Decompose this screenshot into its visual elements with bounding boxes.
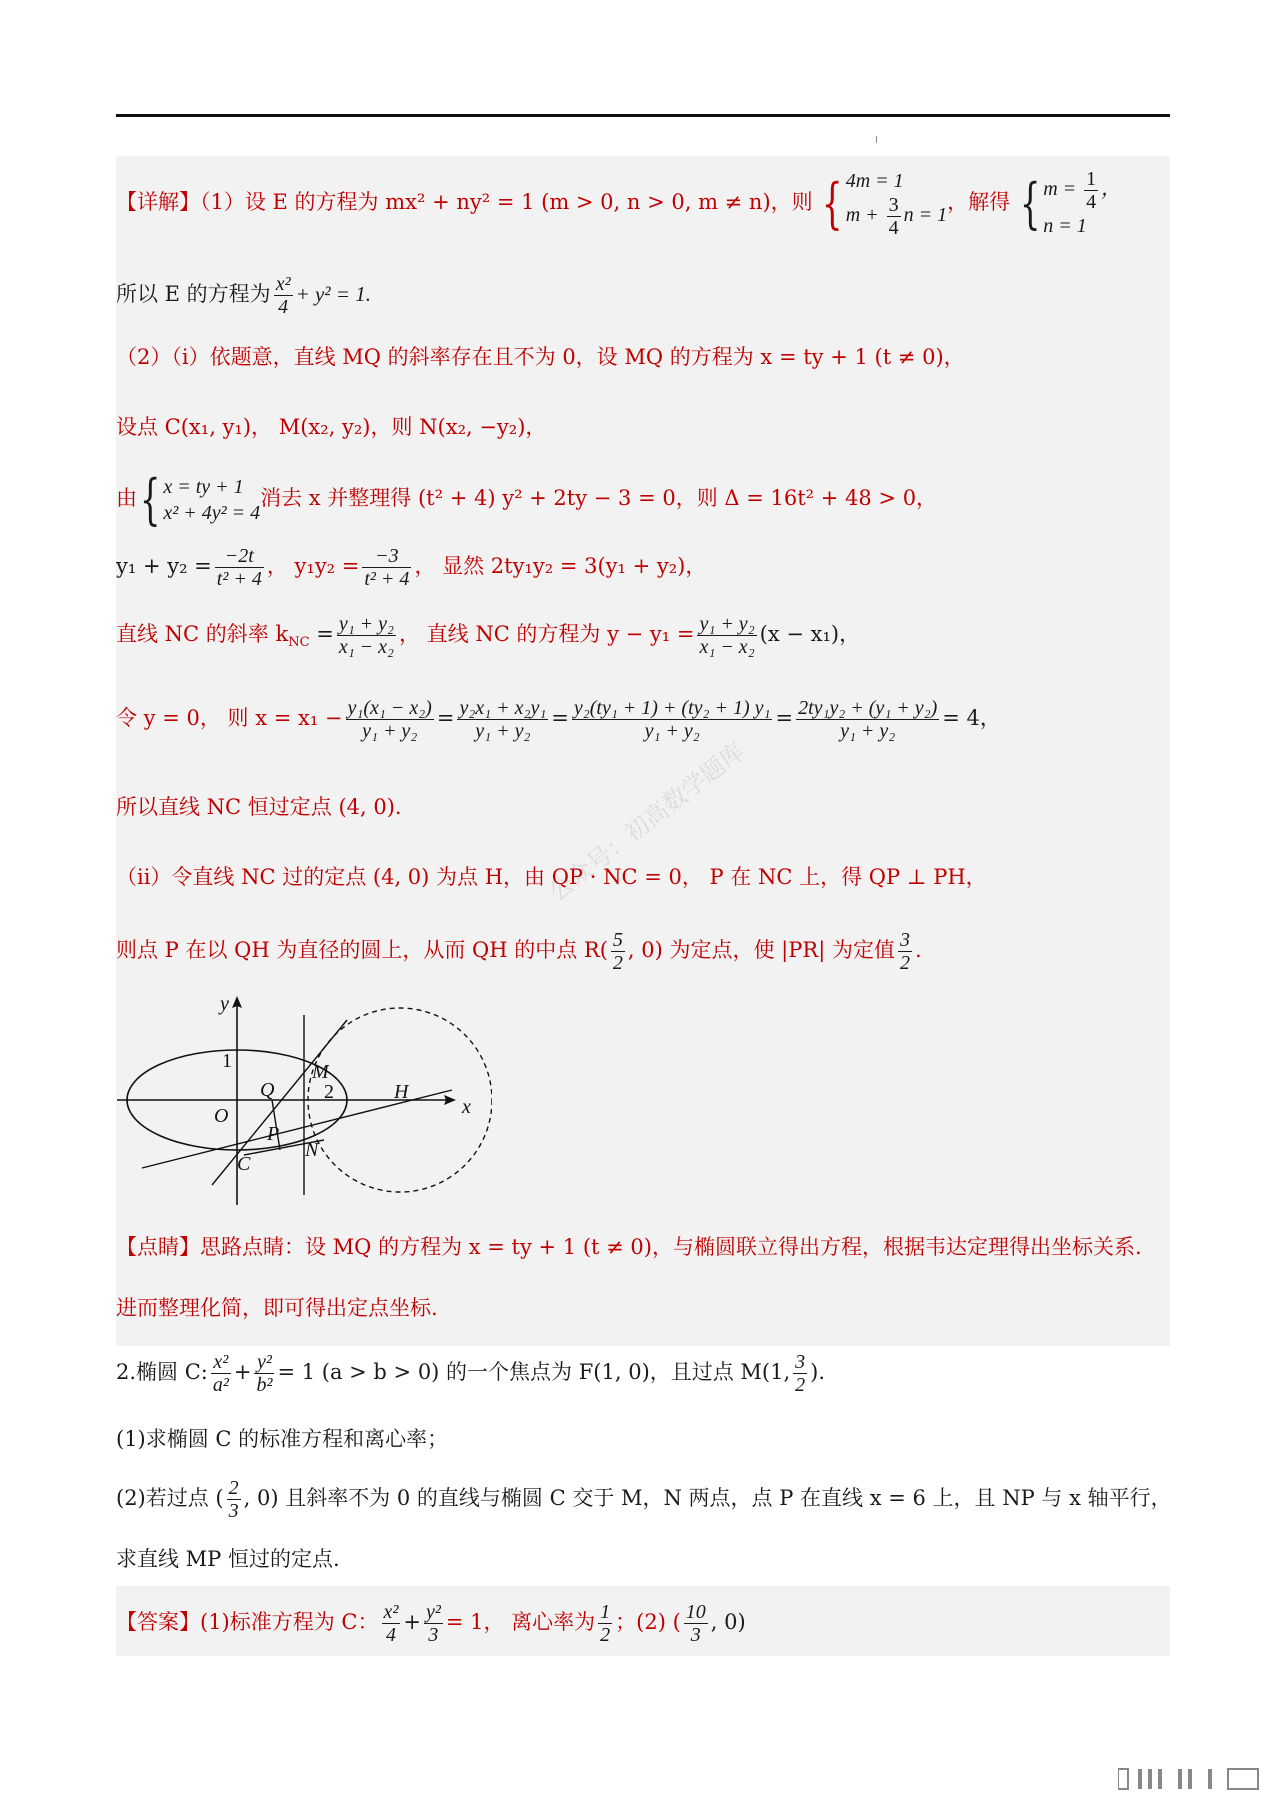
part2i-line-5: 直线 NC 的斜率 $k_{NC}$ = $\frac{\text{y₁ + y₂}}{\text{x₁ − x₂}}$ ， 直线 NC 的方程为 y − y₁ = $\frac{\text{y₁ + y₂}}{\text{x₁ − x₂}}$ (x − x₁)， [116, 613, 861, 658]
part2ii-line-2: 则点 P 在以 QH 为直径的圆上，从而 QH 的中点 R( $\frac{5}{2}$ , 0) 为定点，使 |PR| 为定值 $\frac{3}{2}$ . [116, 929, 922, 974]
part2i-line-2: 设点 C(x₁, y₁)， M(x₂, y₂)，则 N(x₂, −y₂)， [116, 415, 547, 439]
header-tick [876, 136, 877, 143]
system-3: x = ty + 1 x² + 4y² = 4 [163, 475, 261, 524]
dianjing-line-1: 【点睛】思路点睛：设 MQ 的方程为 x = ty + 1 (t ≠ 0)，与椭圆联立得出方程，根据韦达定理得出坐标关系. [116, 1235, 1142, 1259]
fraction: $\frac{\text{x²}}{4}$ [383, 1601, 399, 1646]
system-2 [1043, 168, 1121, 239]
system-brace-3: { [139, 467, 161, 531]
part1-conclusion: 所以 E 的方程为 $\frac{\text{x²}}{4}$ + y² = 1. [116, 273, 372, 318]
ornament-bar [1178, 1769, 1182, 1789]
system-1-eq-b: m + $\frac{3}{4}$ n = 1 [845, 194, 948, 239]
system-brace-2: { [1019, 171, 1041, 235]
label-n: N [305, 1139, 319, 1161]
ornament-block [1118, 1769, 1128, 1789]
problem2-stem: 2.椭圆 C: $\frac{\text{x²}}{\text{a²}}$ + $\frac{\text{y²}}{\text{b²}}$ = 1 (a > b > 0) 的一个焦点为 F(1, 0)，且过点 M(1, $\frac{3}{2}$ ). [116, 1351, 826, 1396]
label-o: O [214, 1105, 229, 1127]
part2ii-line-1: （ii）令直线 NC 过的定点 (4, 0) 为点 H，由 QP · NC = 0， P 在 NC 上，得 QP ⊥ PH， [116, 865, 987, 889]
problem2-q1: (1)求椭圆 C 的标准方程和离心率； [116, 1427, 449, 1451]
answer-tag: 【答案】 [116, 1610, 200, 1634]
label-h: H [394, 1081, 409, 1103]
fraction: $\frac{-3}{\text{t² + 4}}$ [364, 545, 410, 590]
part2i-line-6: 令 y = 0， 则 x = x₁ − $\frac{\text{y₁(x₁ − x₂)}}{\text{y₁ + y₂}}$ = $\frac{\text{y₂x₁ + x₂y₁}}{\text{y₁ + y₂}}$ = $\frac{\text{y₂(ty₁ + 1) + (ty₂ + 1) y₁}}{\text{y₁ + y₂}}$ = $\frac{\text{2ty₁y₂ + (y₁ + y₂)}}{\text{y₁ + y₂}}$ = 4， [116, 697, 1001, 742]
detail-tag: 【详解】 [116, 190, 200, 214]
ornament-block [1228, 1769, 1258, 1789]
label-one: 1 [222, 1050, 232, 1072]
fraction: $\frac{1}{2}$ [600, 1601, 611, 1646]
watermark: 公众号：初高数学题库 [543, 736, 751, 907]
label-x: x [462, 1096, 471, 1118]
label-q: Q [260, 1079, 275, 1101]
fraction: $\frac{10}{3}$ [685, 1601, 706, 1646]
fraction: $\frac{\text{y₂(ty₁ + 1) + (ty₂ + 1) y₁}}{\text{y₁ + y₂}}$ [573, 697, 771, 742]
header-rule [116, 114, 1170, 117]
fraction: $\frac{\text{y₁ + y₂}}{\text{x₁ − x₂}}$ [699, 613, 755, 658]
system-2-eq-a: m = $\frac{1}{4}$ ， [1043, 168, 1122, 213]
fraction: $\frac{-2t}{\text{t² + 4}}$ [216, 545, 262, 590]
part1-intro: （1）设 E 的方程为 mx² + ny² = 1 (m > 0, n > 0, m ≠ n)，则 [200, 190, 813, 214]
ornament-bar [1148, 1769, 1152, 1789]
footer-ornament [1118, 1765, 1268, 1793]
fraction: $\frac{\text{y₂x₁ + x₂y₁}}{\text{y₁ + y₂}}$ [459, 697, 547, 742]
ornament-bar [1188, 1769, 1192, 1789]
fraction: $\frac{\text{y₁ + y₂}}{\text{x₁ − x₂}}$ [338, 613, 394, 658]
label-p: P [267, 1123, 280, 1145]
solve-word: ，解得 [947, 190, 1011, 214]
fraction: $\frac{\text{y²}}{\text{b²}}$ [256, 1351, 273, 1396]
ornament-bar [1138, 1769, 1142, 1789]
fraction: $\frac{\text{y²}}{3}$ [425, 1601, 441, 1646]
answer-line: 【答案】(1)标准方程为 C： $\frac{\text{x²}}{4}$ + $\frac{\text{y²}}{3}$ = 1， 离心率为 $\frac{1}{2}$ ；(2) ( $\frac{10}{3}$ , 0) [116, 1601, 746, 1646]
label-c: C [237, 1153, 251, 1175]
part2i-line-3: 由{ x = ty + 1 x² + 4y² = 4 消去 x 并整理得 (t² + 4) y² + 2ty − 3 = 0，则 Δ = 16t² + 48 > 0， [116, 467, 938, 531]
fraction: $\frac{\text{x²}}{4}$ [275, 273, 291, 318]
fraction: $\frac{3}{4}$ [888, 194, 899, 239]
system-2-eq-b: n = 1 [1043, 215, 1087, 237]
part2i-line-7: 所以直线 NC 恒过定点 (4, 0). [116, 795, 402, 819]
part2i-line-4: y₁ + y₂ = $\frac{-2t}{\text{t² + 4}}$ ， y₁y₂ = $\frac{-3}{\text{t² + 4}}$ ， 显然 2ty₁y₂ = 3(y₁ + y₂)， [116, 545, 707, 590]
fraction: $\frac{\text{y₁(x₁ − x₂)}}{\text{y₁ + y₂}}$ [347, 697, 432, 742]
system-1-eq-a: 4m = 1 [845, 170, 904, 192]
label-two: 2 [324, 1081, 334, 1103]
problem2-q2-cont: 求直线 MP 恒过的定点. [116, 1547, 340, 1571]
label-y: y [220, 993, 229, 1015]
ornament-bar [1208, 1769, 1212, 1789]
fraction: $\frac{\text{x²}}{\text{a²}}$ [212, 1351, 229, 1396]
fraction: $\frac{2}{3}$ [228, 1477, 239, 1522]
fraction: $\frac{3}{2}$ [899, 929, 910, 974]
dianjing-tag: 【点睛】 [116, 1235, 200, 1259]
geometry-figure [112, 990, 492, 1215]
system-brace-1: { [822, 171, 843, 235]
fraction: $\frac{1}{4}$ [1086, 168, 1097, 213]
ornament-bar [1158, 1769, 1162, 1789]
fraction: $\frac{3}{2}$ [795, 1351, 806, 1396]
label-m: M [312, 1061, 329, 1083]
detail-line-1 [116, 162, 1121, 242]
system-1 [846, 168, 947, 239]
dianjing-line-2: 进而整理化简，即可得出定点坐标. [116, 1296, 438, 1320]
fraction: $\frac{5}{2}$ [612, 929, 623, 974]
part2i-line-1: （2）（i）依题意，直线 MQ 的斜率存在且不为 0，设 MQ 的方程为 x = ty + 1 (t ≠ 0)， [116, 345, 965, 369]
problem2-q2: (2)若过点 ( $\frac{2}{3}$ , 0) 且斜率不为 0 的直线与椭圆 C 交于 M，N 两点，点 P 在直线 x = 6 上，且 NP 与 x 轴平行， [116, 1477, 1172, 1522]
fraction: $\frac{\text{2ty₁y₂ + (y₁ + y₂)}}{\text{y₁ + y₂}}$ [798, 697, 938, 742]
